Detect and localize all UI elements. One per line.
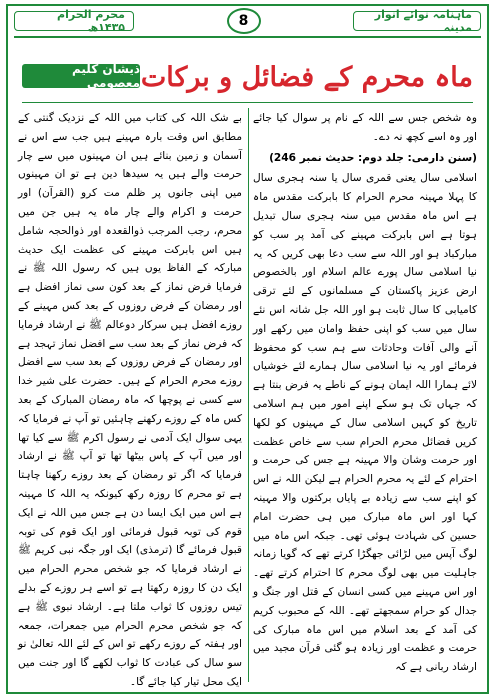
page-number: 8 [227, 8, 261, 34]
paragraph: اسلامی سال یعنی قمری سال یا سنہ ہجری سال کا پہلا مہینہ محرم الحرام کا بابرکت مقدس ماہ ہے اس ماہ مقدس میں سنہ ہجری سال تبدیل ہوتا ہے اس بابرکت مہینے کی آمد پر سب کو مبارکباد ہو اور اللہ سے سب دعا بھی کریں کہ یہ نیا اسلامی سال پورے عالم اسلام اور بالخصوص ارض عزیز پاکستان کے مسلمانوں کے لئے ترقی کامیابی کا سال ثابت ہو اور اللہ جل شانہ اس نئے سال میں سب کو اپنی حفظ وامان میں رکھے اور آنے والی آفات وحادثات سے ہم سب کو محفوظ فرمائے اور یہ نیا اسلامی سال ہمارے لئے خوشیاں لائے ہمارا اللہ ایمان ہونے کے ناطے یہ فرض بنتا ہے کہ جہاں تک ہو سکے اپنے امور میں ہم اسلامی تاریخ کو کہیں اسلامی سال کے مہینوں کو لکھا کریں فضائل محرم الحرام سب سے خاص عظمت اور حرمت وشان والا مہینہ ہے جس کی حرمت و احترام کے لئے یہ محرم الحرام ہے لیکن اللہ نے اس کو اپنے سب سے زیادہ بے پایاں برکتوں والا مہینہ کہا اور اس ماہ مبارک میں ہی حضرت امام حسین کی شہادت ہوئی تھی۔ جبکہ اس ماہ میں لوگ آپس میں لڑائی جھگڑا کرتے تھے کہ گویا زمانہ جاہلیت میں بھی لوگ محرم کا احترام کرتے تھے۔ اور اس مہینے میں کسی انسان کے قتل اور جنگ و جدال کو حرام سمجھتے تھے۔ اللہ کے محبوب کریم کی آمد کے بعد اسلام میں اس ماہ مبارک کی حرمت و عظمت اور زیادہ ہو گئی قرآن مجید میں ارشاد ربانی ہے کہ [253, 172, 477, 674]
magazine-page [6, 4, 489, 694]
title-rule [22, 102, 473, 103]
column-divider [248, 108, 249, 682]
author-badge: ذیشان کلیم معصومی [22, 64, 140, 88]
column-left [18, 109, 242, 694]
article-title: ماہ محرم کے فضائل و برکات [140, 62, 473, 93]
page-header [14, 10, 481, 32]
issue-date: محرم الحرام ۱۴۳۵ھ [14, 11, 134, 31]
magazine-name: ماہنامہ نوائے انوار مدینہ [353, 11, 481, 31]
paragraph: وہ شخص جس سے اللہ کے نام پر سوال کیا جائے اور وہ اسے کچھ نہ دے۔ [253, 112, 477, 143]
paragraph: بے شک اللہ کی کتاب میں اللہ کے نزدیک گنتی کے مطابق اس وقت بارہ مہینے ہیں جب سے اس نے آسمان و زمین بنائے ہیں ان مہینوں میں سے چار حرمت والے ہیں یہ سیدھا دین ہے تو ان مہینوں میں اپنی جانوں پر ظلم مت کرو (القرآن) اور حرمت و اکرام والے چار ماہ یہ ہیں جن میں محرم، رجب المرجب ذوالقعدہ اور ذوالحجہ شامل ہیں اس بابرکت مہینے کی عظمت ایک حدیث مبارکہ کے الفاظ یوں ہیں کہ رسول اللہ ﷺ نے فرمایا فرض نماز کے بعد کون سی نماز افضل ہے اور رمضان کے فرض روزوں کے بعد کس مہینے کے روزے افضل ہیں سرکار دوعالم ﷺ نے ارشاد فرمایا کہ فرض نماز کے بعد سب سے افضل نماز تہجد ہے اور رمضان کے فرض روزوں کے بعد سب سے افضل روزے محرم الحرام کے ہیں۔ حضرت علی شیر خدا سے کسی نے پوچھا کہ ماہ رمضان المبارک کے بعد کس ماہ کے روزے رکھنے چاہئیں تو آپ نے فرمایا کہ یہی سوال ایک آدمی نے رسول اکرم ﷺ سے کیا تھا اور میں آپ کے پاس بیٹھا تھا تو آپ ﷺ نے ارشاد فرمایا کہ اگر تو رمضان کے بعد روزے رکھنا چاہتا ہے تو محرم کا روزہ رکھ کیونکہ یہ اللہ کا مہینہ ہے اس میں ایک ایسا دن ہے جس میں اللہ نے ایک قوم کی توبہ قبول فرمائی اور ایک قوم کی توبہ قبول فرمائے گا (ترمذی) ایک اور جگہ نبی کریم ﷺ نے ارشاد فرمایا کہ جو شخص محرم الحرام میں ایک دن کا روزہ رکھتا ہے تو اسے ہر روزے کے بدلے تیس روزوں کا ثواب ملتا ہے۔ ارشاد نبوی ﷺ ہے کہ جو شخص محرم الحرام میں جمعرات، جمعہ اور ہفتہ کے روزے رکھے تو اس کے لئے اللہ تعالیٰ نو سو سال کی عبادت کا ثواب لکھے گا اور جنت میں ایک محل تیار کیا جائے گا۔ [18, 112, 242, 688]
header-rule [14, 36, 481, 38]
hadith-reference: (سنن دارمی: جلد دوم: حدیث نمبر 246) [269, 151, 477, 164]
column-right [253, 109, 477, 679]
